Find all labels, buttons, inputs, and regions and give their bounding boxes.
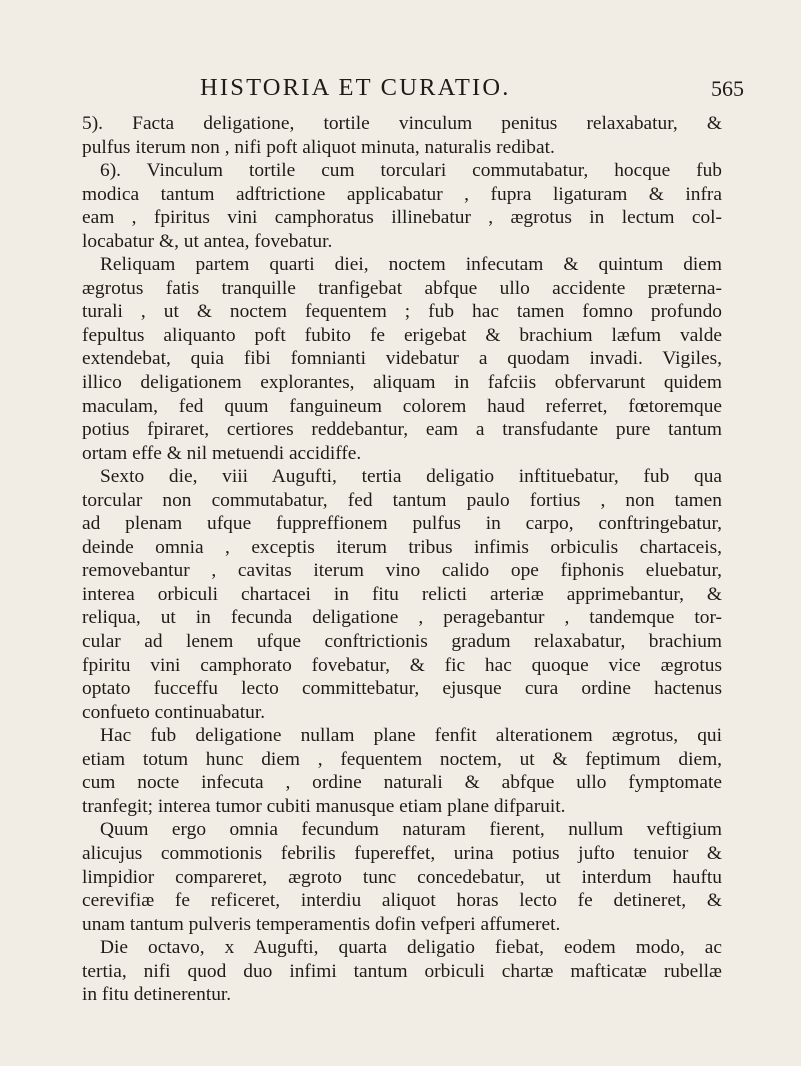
text-line: modica tantum adftrictione applicabatur , fupra ligaturam & infra	[82, 183, 722, 205]
text-line: potius fpiraret, certiores reddebantur, eam a transfudante pure tantum	[82, 419, 722, 441]
text-line: cerevifiæ fe reficeret, interdiu aliquot horas lecto fe detineret, &	[82, 890, 722, 912]
page-number: 565	[711, 76, 744, 101]
text-line: ægrotus fatis tranquille tranfigebat abfque ullo accidente præterna-	[82, 277, 722, 299]
text-line: torcular non commutabatur, fed tantum paulo fortius , non tamen	[82, 489, 722, 511]
text-line: turali , ut & noctem fequentem ; fub hac tamen fomno profundo	[82, 301, 722, 323]
text-line: 6). Vinculum tortile cum torculari commutabatur, hocque fub	[100, 160, 722, 182]
text-line: removebantur , cavitas iterum vino calido ope fiphonis eluebatur,	[82, 560, 722, 582]
text-line: tertia, nifi quod duo infimi tantum orbiculi chartæ mafticatæ rubellæ	[82, 960, 722, 982]
text-line: Reliquam partem quarti diei, noctem infecutam & quintum diem	[100, 254, 722, 276]
text-line: confueto continuabatur.	[82, 701, 266, 723]
text-line: fepultus aliquanto poft fubito fe erigebat & brachium læfum valde	[82, 324, 722, 346]
text-line: maculam, fed quum fanguineum colorem haud referret, fœtoremque	[82, 395, 722, 417]
text-line: etiam totum hunc diem , fequentem noctem, ut & feptimum diem,	[82, 748, 722, 770]
text-line: ortam effe & nil metuendi accidiffe.	[82, 442, 362, 464]
text-line: eam , fpiritus vini camphoratus illinebatur , ægrotus in lectum col-	[82, 207, 722, 229]
body-text	[82, 112, 722, 1007]
text-line: cum nocte infecuta , ordine naturali & abfque ullo fymptomate	[82, 772, 722, 794]
text-line: illico deligationem explorantes, aliquam in fafciis obfervarunt quidem	[82, 372, 722, 394]
text-line: Hac fub deligatione nullam plane fenfit alterationem ægrotus, qui	[100, 725, 722, 747]
text-line: tranfegit; interea tumor cubiti manusque etiam plane difparuit.	[82, 795, 566, 817]
text-line: in fitu detinerentur.	[82, 984, 232, 1006]
text-line: Die octavo, x Augufti, quarta deligatio fiebat, eodem modo, ac	[100, 937, 722, 959]
text-line: optato fucceffu lecto committebatur, ejusque cura ordine hactenus	[82, 678, 722, 700]
text-line: deinde omnia , exceptis iterum tribus infimis orbiculis chartaceis,	[82, 536, 722, 558]
running-title: HISTORIA ET CURATIO.	[200, 74, 511, 101]
text-line: locabatur &, ut antea, fovebatur.	[82, 230, 333, 252]
text-line: reliqua, ut in fecunda deligatione , peragebantur , tandemque tor-	[82, 607, 722, 629]
text-line: interea orbiculi chartacei in fitu relicti arteriæ apprimebantur, &	[82, 583, 722, 605]
text-line: Quum ergo omnia fecundum naturam fierent, nullum veftigium	[100, 819, 722, 841]
text-line: pulfus iterum non , nifi poft aliquot minuta, naturalis redibat.	[82, 136, 555, 158]
text-line: Sexto die, viii Augufti, tertia deligatio inftituebatur, fub qua	[100, 466, 722, 488]
text-line: limpidior compareret, ægroto tunc concedebatur, ut interdum hauftu	[82, 866, 722, 888]
text-line: extendebat, quia fibi fomnianti videbatur a quodam invadi. Vigiles,	[82, 348, 722, 370]
text-line: unam tantum pulveris temperamentis dofin vefperi affumeret.	[82, 913, 561, 935]
text-line: 5). Facta deligatione, tortile vinculum penitus relaxabatur, &	[82, 113, 722, 134]
text-line: cular ad lenem ufque conftrictionis gradum relaxabatur, brachium	[82, 631, 722, 653]
text-line: ad plenam ufque fuppreffionem pulfus in carpo, conftringebatur,	[82, 513, 722, 535]
text-line: fpiritu vini camphorato fovebatur, & fic hac quoque vice ægrotus	[82, 654, 722, 676]
text-line: alicujus commotionis febrilis fupereffet, urina potius jufto tenuior &	[82, 842, 722, 864]
page-header	[0, 74, 801, 110]
